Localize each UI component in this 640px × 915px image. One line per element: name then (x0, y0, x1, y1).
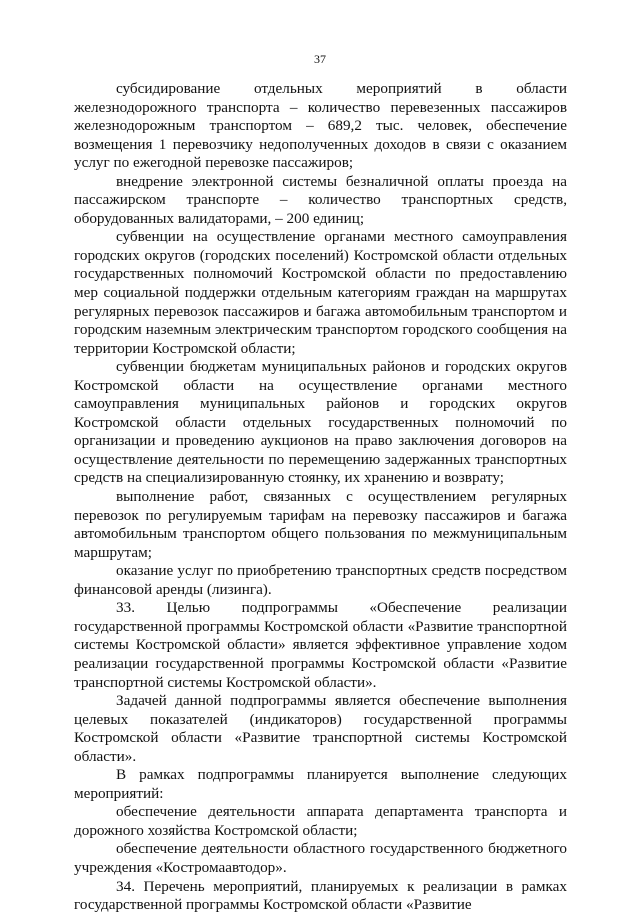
document-body (74, 80, 567, 915)
paragraph-planned-activities: В рамках подпрограммы планируется выполнение следующих мероприятий: (74, 766, 567, 802)
paragraph-subventions-auctions: субвенции бюджетам муниципальных районов и городских округов Костромской области на осуществление органами местного самоуправления муниципальных районов и городских округов Костромской области отдельных государственных полномочий по организации и проведению аукционов на право заключения договоров на осуществление деятельности по перемещению задержанных транспортных средств на специализированную стоянку, их хранению и возврату; (74, 358, 567, 487)
paragraph-railway-subsidy: субсидирование отдельных мероприятий в области железнодорожного транспорта – количество перевезенных пассажиров железнодорожным транспортом – 689,2 тыс. человек, обеспечение возмещения 1 перевозчику недополученных доходов в связи с оказанием услуг по ежегодной перевозке пассажиров; (74, 80, 567, 172)
paragraph-regulated-transport: выполнение работ, связанных с осуществлением регулярных перевозок по регулируемым тарифам на перевозку пассажиров и багажа автомобильным транспортом общего пользования по межмуниципальным маршрутам; (74, 488, 567, 561)
paragraph-electronic-payment: внедрение электронной системы безналичной оплаты проезда на пассажирском транспорте – количество транспортных средств, оборудованных валидаторами, – 200 единиц; (74, 172, 567, 227)
paragraph-leasing: оказание услуг по приобретению транспортных средств посредством финансовой аренды (лизинга). (74, 562, 567, 598)
paragraph-subprogram-task: Задачей данной подпрограммы является обеспечение выполнения целевых показателей (индикаторов) государственной программы Костромской области «Развитие транспортной системы Костромской области». (74, 692, 567, 765)
paragraph-34-list: 34. Перечень мероприятий, планируемых к реализации в рамках государственной программы Костромской области «Развитие (74, 877, 567, 914)
paragraph-subventions-social-support: субвенции на осуществление органами местного самоуправления городских округов (городских поселений) Костромской области отдельных государственных полномочий Костромской области по предоставлению мер социальной поддержки отдельным категориям граждан на маршрутах регулярных перевозок пассажиров и багажа автомобильным транспортом и городским наземным электрическим транспортом городского сообщения на территории Костромской области; (74, 228, 567, 357)
paragraph-33-goal: 33. Целью подпрограммы «Обеспечение реализации государственной программы Костромской области «Развитие транспортной системы Костромской области» является эффективное управление ходом реализации государственной программы Костромской области «Развитие транспортной системы Костромской области». (74, 599, 567, 691)
paragraph-department-support: обеспечение деятельности аппарата департамента транспорта и дорожного хозяйства Костромской области; (74, 803, 567, 839)
page-number: 37 (314, 52, 326, 66)
paragraph-kostromaavtodor: обеспечение деятельности областного государственного бюджетного учреждения «Костромаавтодор». (74, 840, 567, 876)
